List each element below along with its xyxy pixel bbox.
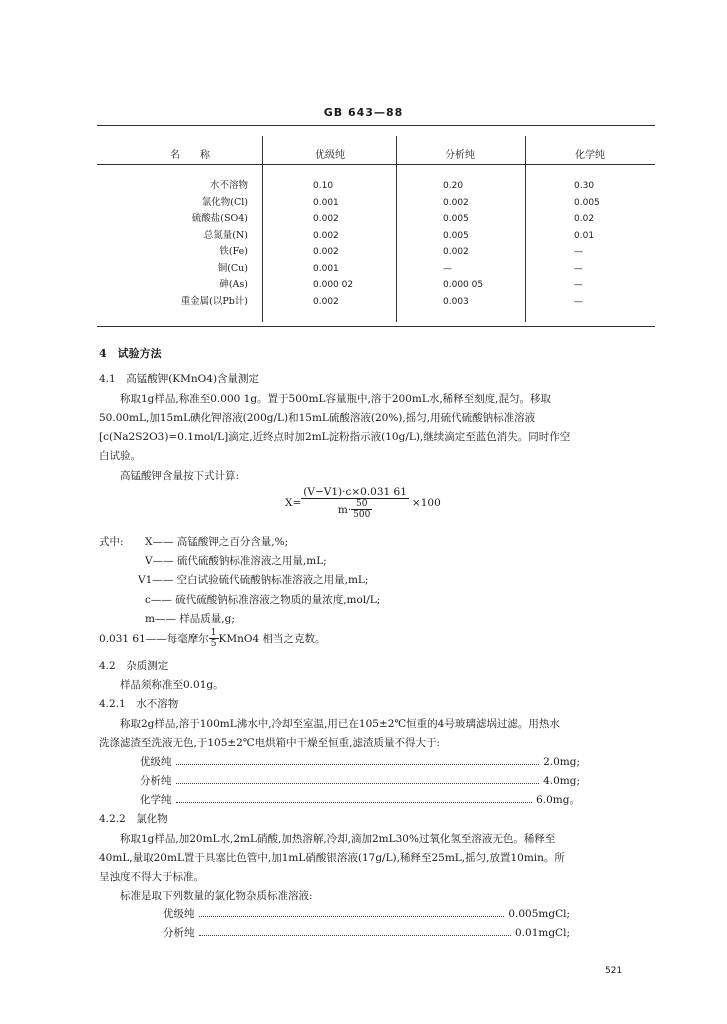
table-cell-name: 氯化物(Cl) — [201, 196, 248, 208]
grade-label: 分析纯 — [163, 927, 195, 939]
limit-row — [140, 773, 580, 788]
grade-label: 优级纯 — [163, 908, 195, 920]
formula — [285, 486, 441, 520]
table-guaranteed-column — [313, 178, 393, 310]
definition-fraction-den: 5 — [210, 639, 217, 649]
formula-dilution — [351, 499, 372, 520]
grade-label: 化学纯 — [140, 794, 172, 806]
table-cell-value: 0.02 — [574, 214, 595, 224]
limit-value: 2.0mg; — [543, 756, 580, 768]
table-name-column — [120, 178, 248, 310]
paragraph: 称取1g样品,称准至0.000 1g。置于500mL容量瓶中,溶于200mL水,稀释至刻度,混匀。移取 — [120, 393, 551, 405]
table-cell-value: 0.005 — [574, 197, 600, 208]
paragraph: 洗涤滤渣至洗液无色,于105±2℃电烘箱中干燥至恒重,滤渣质量不得大于: — [99, 737, 440, 749]
table-cell-value: 0.000 02 — [313, 280, 354, 290]
table-cell-value: — — [443, 263, 452, 274]
table-cell-value: 0.002 — [313, 247, 339, 257]
table-header-analytical: 分析纯 — [445, 150, 475, 161]
definition: c—— 硫代硫酸钠标准溶液之物质的量浓度,mol/L; — [145, 594, 381, 606]
table-analytical-column — [443, 178, 523, 310]
paragraph: 标准是取下列数量的氯化物杂质标准溶液: — [120, 890, 313, 902]
table-cell-name: 水不溶物 — [209, 180, 248, 191]
definition: m—— 样品质量,g; — [145, 613, 235, 625]
table-divider — [396, 136, 397, 322]
paragraph: 样品须称准至0.01g。 — [120, 679, 224, 691]
table-cell-name: 铜(Cu) — [217, 262, 248, 274]
table-cell-name: 重金属(以Pb计) — [180, 295, 248, 307]
formula-den-m: m· — [337, 503, 352, 516]
formula-numerator: (V−V1)·c×0.031 61 — [303, 486, 407, 498]
paragraph: 50.00mL,加15mL碘化钾溶液(200g/L)和15mL硫酸溶液(20%),摇匀,用硫代硫酸钠标准溶液 — [99, 412, 536, 424]
limit-value: 0.005mgCl; — [508, 908, 570, 920]
subsection-title: 4.2.1 水不溶物 — [99, 698, 179, 710]
table-cell-name: 硫酸盐(SO4) — [191, 213, 248, 224]
definition: V—— 硫代硫酸钠标准溶液之用量,mL; — [145, 555, 327, 567]
leader-dots — [176, 783, 540, 784]
formula-lhs: X= — [285, 497, 302, 509]
paragraph: 40mL,量取20mL置于具塞比色管中,加1mL硝酸银溶液(17g/L),稀释至25mL,摇匀,放置10min。所 — [99, 852, 565, 864]
leader-dots — [176, 802, 533, 803]
table-bottom-rule — [97, 326, 655, 327]
formula-fraction — [301, 486, 409, 520]
table-divider — [525, 136, 526, 322]
table-cell-value: — — [574, 263, 583, 274]
leader-dots — [199, 916, 505, 917]
formula-tail: ×100 — [411, 497, 441, 509]
subsection-title: 4.2.2 氯化物 — [99, 813, 168, 825]
table-cell-name: 总氮量(N) — [203, 229, 248, 241]
table-cell-value: 0.000 05 — [443, 280, 484, 290]
definition-fraction-num: 1 — [210, 628, 217, 638]
limit-row — [140, 792, 580, 807]
limit-row — [163, 906, 570, 921]
limit-row — [140, 754, 580, 769]
table-chemical-column — [574, 178, 644, 310]
table-cell-value: 0.002 — [313, 230, 339, 241]
table-cell-value: 0.001 — [313, 197, 339, 208]
table-header-rule — [97, 164, 655, 165]
leader-dots — [176, 764, 540, 765]
leader-dots — [199, 935, 512, 936]
definition-text: 0.031 61——每毫摩尔 — [99, 633, 209, 645]
subsection-title: 4.1 高锰酸钾(KMnO4)含量测定 — [99, 373, 260, 385]
limit-value: 4.0mg; — [543, 775, 580, 787]
table-cell-value: 0.002 — [313, 214, 339, 224]
paragraph: 称取2g样品,溶于100mL沸水中,冷却至室温,用已在105±2℃恒重的4号玻璃滤埚过滤。用热水 — [120, 718, 560, 730]
definition-fraction — [209, 628, 219, 649]
grade-label: 分析纯 — [140, 775, 172, 787]
grade-label: 优级纯 — [140, 756, 172, 768]
table-cell-value: — — [574, 296, 583, 307]
definition: V1—— 空白试验硫代硫酸钠标准溶液之用量,mL; — [138, 574, 369, 586]
table-top-rule — [97, 125, 655, 126]
table-cell-name: 铁(Fe) — [219, 246, 248, 257]
table-header-chemical: 化学纯 — [575, 150, 605, 161]
formula-dilution-den: 500 — [353, 510, 371, 520]
where-label: 式中: — [99, 536, 124, 548]
formula-dilution-num: 50 — [351, 499, 372, 510]
table-cell-value: — — [574, 247, 583, 257]
limit-row — [163, 925, 570, 940]
table-cell-value: 0.30 — [574, 181, 595, 191]
table-cell-name: 砷(As) — [219, 279, 248, 290]
table-cell-value: 0.01 — [574, 230, 595, 241]
table-cell-value: 0.20 — [443, 181, 464, 191]
table-cell-value: 0.10 — [313, 181, 334, 191]
table-header-name: 名 称 — [170, 150, 210, 161]
table-cell-value: 0.001 — [313, 263, 339, 274]
table-cell-value: 0.005 — [443, 214, 469, 224]
section-title: 4 试验方法 — [99, 347, 162, 360]
table-cell-value: 0.005 — [443, 230, 469, 241]
definition-text: KMnO4 相当之克数。 — [218, 633, 326, 645]
definition: X—— 高锰酸钾之百分含量,%; — [145, 536, 289, 548]
table-header-guaranteed: 优级纯 — [315, 150, 345, 161]
paragraph: [c(Na2S2O3)=0.1mol/L]滴定,近终点时加2mL淀粉指示液(10g/L),继续滴定至蓝色消失。同时作空 — [99, 431, 571, 443]
formula-denominator — [301, 499, 409, 520]
table-cell-value: 0.002 — [443, 197, 469, 208]
paragraph: 称取1g样品,加20mL水,2mL硝酸,加热溶解,冷却,滴加2mL30%过氧化氢至溶液无色。稀释至 — [120, 833, 556, 845]
limit-value: 0.01mgCl; — [515, 927, 570, 939]
page-number: 521 — [605, 966, 623, 976]
paragraph: 呈浊度不得大于标准。 — [99, 871, 204, 883]
definition — [99, 628, 325, 649]
subsection-title: 4.2 杂质测定 — [99, 660, 169, 672]
standard-header: GB 643—88 — [323, 106, 404, 119]
table-cell-value: 0.002 — [443, 247, 469, 257]
paragraph: 白试验。 — [99, 450, 141, 462]
paragraph: 高锰酸钾含量按下式计算: — [120, 470, 240, 482]
table-cell-value: 0.002 — [313, 296, 339, 307]
table-cell-value: — — [574, 280, 583, 290]
table-divider — [262, 136, 263, 322]
table-cell-value: 0.003 — [443, 296, 469, 307]
limit-value: 6.0mg。 — [536, 794, 580, 806]
